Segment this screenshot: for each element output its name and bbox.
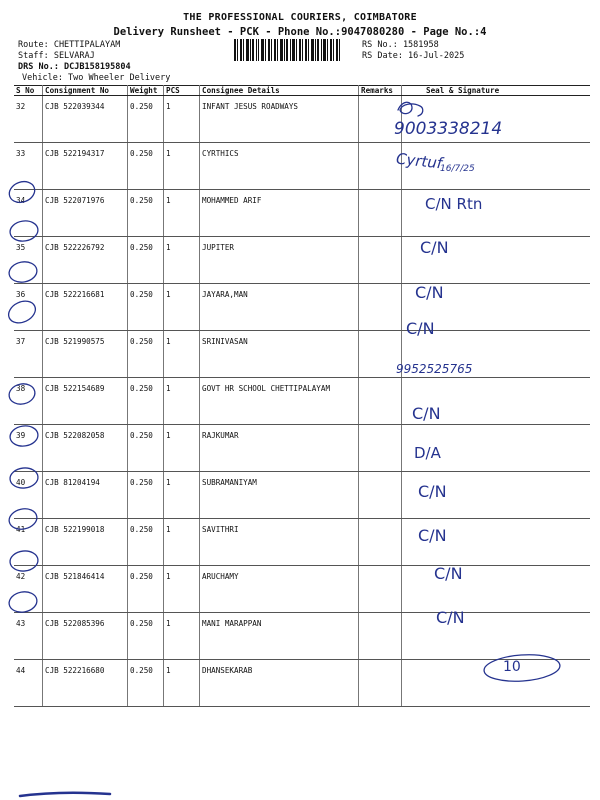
- cell-weight: 0.250: [128, 331, 164, 378]
- table-row: [14, 566, 590, 613]
- cell-pcs: 1: [164, 143, 200, 190]
- drs-number: DRS No.: DCJB158195804: [18, 62, 131, 72]
- cell-weight: 0.250: [128, 519, 164, 566]
- cell-consignee: DHANSEKARAB: [200, 660, 359, 707]
- cell-remarks: [359, 190, 402, 237]
- cell-sno: 40: [14, 472, 43, 519]
- cell-consignment: CJB 522199018: [43, 519, 128, 566]
- cell-consignee: ARUCHAMY: [200, 566, 359, 613]
- cell-sno: 41: [14, 519, 43, 566]
- col-weight: Weight: [128, 86, 164, 96]
- handwritten-note-43: C/N: [434, 564, 463, 583]
- cell-pcs: 1: [164, 519, 200, 566]
- handwritten-note-35: C/N: [420, 238, 449, 257]
- rs-date: RS Date: 16-Jul-2025: [362, 51, 465, 61]
- col-consignee: Consignee Details: [200, 86, 359, 96]
- staff-label: Staff: SELVARAJ: [18, 51, 95, 61]
- cell-pcs: 1: [164, 425, 200, 472]
- runsheet-subtitle: Delivery Runsheet - PCK - Phone No.:9047080280 - Page No.:4: [113, 26, 487, 38]
- runsheet-table: [14, 85, 590, 707]
- handwritten-note-44: C/N: [436, 608, 465, 627]
- col-sno: S No: [14, 86, 43, 96]
- cell-consignment: CJB 522071976: [43, 190, 128, 237]
- vehicle-label: Vehicle: Two Wheeler Delivery: [22, 73, 171, 83]
- handwritten-date-33: 16/7/25: [440, 164, 475, 174]
- cell-consignment: CJB 81204194: [43, 472, 128, 519]
- cell-remarks: [359, 519, 402, 566]
- cell-weight: 0.250: [128, 566, 164, 613]
- handwritten-note-42: C/N: [418, 526, 447, 545]
- table-row: [14, 143, 590, 190]
- rs-number: RS No.: 1581958: [362, 40, 439, 50]
- cell-weight: 0.250: [128, 378, 164, 425]
- cell-consignment: CJB 522082058: [43, 425, 128, 472]
- cell-sno: 36: [14, 284, 43, 331]
- cell-remarks: [359, 378, 402, 425]
- cell-pcs: 1: [164, 331, 200, 378]
- table-row: [14, 331, 590, 378]
- cell-signature: [402, 566, 591, 613]
- table-row: [14, 613, 590, 660]
- col-pcs: PCS: [164, 86, 200, 96]
- cell-pcs: 1: [164, 284, 200, 331]
- table-row: [14, 425, 590, 472]
- cell-pcs: 1: [164, 378, 200, 425]
- cell-weight: 0.250: [128, 190, 164, 237]
- table-header-row: [14, 86, 590, 96]
- cell-consignment: CJB 522039344: [43, 96, 128, 143]
- cell-remarks: [359, 660, 402, 707]
- cell-weight: 0.250: [128, 96, 164, 143]
- cell-pcs: 1: [164, 96, 200, 143]
- company-title: THE PROFESSIONAL COURIERS, COIMBATORE: [183, 12, 417, 23]
- cell-remarks: [359, 472, 402, 519]
- cell-weight: 0.250: [128, 143, 164, 190]
- cell-pcs: 1: [164, 613, 200, 660]
- cell-consignment: CJB 522226792: [43, 237, 128, 284]
- col-remarks: Remarks: [359, 86, 402, 96]
- cell-signature: [402, 660, 591, 707]
- cell-consignee: MANI MARAPPAN: [200, 613, 359, 660]
- cell-consignee: SAVITHRI: [200, 519, 359, 566]
- cell-consignee: RAJKUMAR: [200, 425, 359, 472]
- cell-sno: 37: [14, 331, 43, 378]
- barcode-image: [234, 39, 340, 61]
- cell-sno: 35: [14, 237, 43, 284]
- cell-remarks: [359, 566, 402, 613]
- handwritten-note-40: D/A: [414, 444, 441, 462]
- cell-weight: 0.250: [128, 472, 164, 519]
- cell-consignee: SRINIVASAN: [200, 331, 359, 378]
- col-consignment: Consignment No: [43, 86, 128, 96]
- cell-consignment: CJB 522194317: [43, 143, 128, 190]
- cell-pcs: 1: [164, 660, 200, 707]
- cell-consignee: MOHAMMED ARIF: [200, 190, 359, 237]
- cell-consignment: CJB 522216681: [43, 284, 128, 331]
- cell-sno: 44: [14, 660, 43, 707]
- cell-remarks: [359, 237, 402, 284]
- cell-consignment: CJB 521990575: [43, 331, 128, 378]
- cell-consignee: JAYARA,MAN: [200, 284, 359, 331]
- cell-sno: 32: [14, 96, 43, 143]
- cell-sno: 34: [14, 190, 43, 237]
- cell-sno: 42: [14, 566, 43, 613]
- cell-consignment: CJB 522154689: [43, 378, 128, 425]
- cell-pcs: 1: [164, 190, 200, 237]
- handwritten-phone-38: 9952525765: [396, 362, 473, 376]
- cell-remarks: [359, 613, 402, 660]
- handwritten-note-34: C/N Rtn: [425, 195, 483, 213]
- cell-weight: 0.250: [128, 613, 164, 660]
- col-signature: Seal & Signature: [402, 86, 591, 96]
- cell-remarks: [359, 284, 402, 331]
- handwritten-total: 10: [503, 659, 521, 675]
- table-row: [14, 378, 590, 425]
- route-label: Route: CHETTIPALAYAM: [18, 40, 121, 50]
- cell-remarks: [359, 425, 402, 472]
- handwritten-note-41: C/N: [418, 482, 447, 501]
- cell-pcs: 1: [164, 237, 200, 284]
- table-row: [14, 190, 590, 237]
- bottom-mark: [20, 793, 110, 796]
- cell-pcs: 1: [164, 472, 200, 519]
- cell-signature: [402, 613, 591, 660]
- cell-sno: 43: [14, 613, 43, 660]
- cell-weight: 0.250: [128, 237, 164, 284]
- cell-consignee: SUBRAMANIYAM: [200, 472, 359, 519]
- handwritten-note-39: C/N: [412, 404, 441, 423]
- cell-consignee: GOVT HR SCHOOL CHETTIPALAYAM: [200, 378, 359, 425]
- cell-consignee: CYRTHICS: [200, 143, 359, 190]
- cell-sno: 38: [14, 378, 43, 425]
- cell-weight: 0.250: [128, 660, 164, 707]
- cell-consignee: JUPITER: [200, 237, 359, 284]
- handwritten-note-37: C/N: [406, 319, 435, 338]
- handwritten-signature-33: Cyrtuf: [395, 149, 444, 173]
- cell-weight: 0.250: [128, 284, 164, 331]
- cell-pcs: 1: [164, 566, 200, 613]
- table-row: [14, 237, 590, 284]
- cell-sno: 33: [14, 143, 43, 190]
- cell-consignee: INFANT JESUS ROADWAYS: [200, 96, 359, 143]
- cell-weight: 0.250: [128, 425, 164, 472]
- cell-consignment: CJB 521846414: [43, 566, 128, 613]
- cell-consignment: CJB 522085396: [43, 613, 128, 660]
- handwritten-phone-32: 9003338214: [394, 119, 503, 139]
- cell-sno: 39: [14, 425, 43, 472]
- table-row: [14, 96, 590, 143]
- cell-consignment: CJB 522216680: [43, 660, 128, 707]
- table-row: [14, 472, 590, 519]
- handwritten-note-36: C/N: [415, 283, 444, 302]
- table-row: [14, 284, 590, 331]
- table-row: [14, 519, 590, 566]
